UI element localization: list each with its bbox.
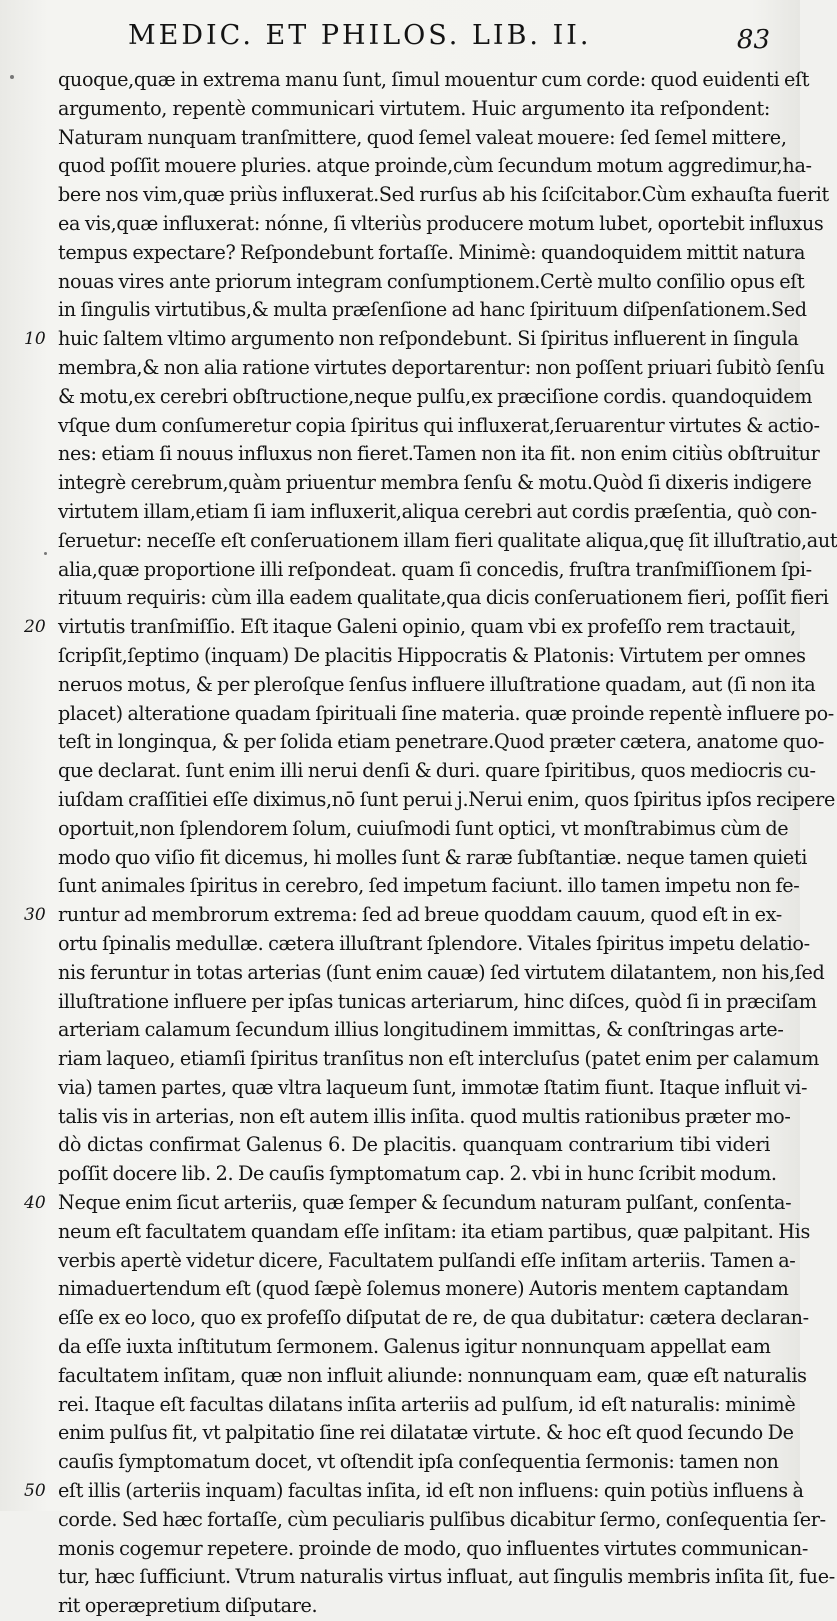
line-text: riam laqueo, etiamſi ſpiritus tranſitus non eſt intercluſus (patet enim per calamum <box>58 1047 819 1071</box>
line-text: cauſis ſymptomatum docet, vt oſtendit ipſa conſequentia ſermonis: tamen non <box>58 1450 779 1474</box>
text-line <box>58 1333 770 1362</box>
line-text: que declarat. ſunt enim illi nerui denſi & duri. quare ſpiritibus, quos mediocris cu- <box>58 759 816 783</box>
line-text: verbis apertè videtur dicere, Facultatem pulſandi eſſe inſitam arteriis. Tamen a- <box>58 1248 796 1272</box>
text-line <box>58 1419 794 1448</box>
line-text: enim pulſus fit, vt palpitatio ſine rei dilatatæ virtute. & hoc eſt quod ſecundo De <box>58 1421 794 1445</box>
line-text: bere nos vim,quæ priùs influxerat.Sed rurſus ab his ſciſcitabor.Cùm exhauſta fuerit <box>58 183 829 207</box>
line-text: monis cogemur repetere. proinde de modo, quo influentes virtutes communican- <box>58 1536 808 1560</box>
text-line <box>58 642 806 671</box>
line-text: Naturam nunquam tranſmittere, quod ſemel valeat mouere: ſed ſemel mittere, <box>58 125 787 149</box>
body-text <box>24 66 837 1621</box>
line-text: nes: etiam ſi nouus influxus non fieret.Tamen non ita fit. non enim citiùs obſtruitur <box>58 442 820 466</box>
text-line <box>58 527 837 556</box>
line-text: Neque enim ſicut arteriis, quæ ſemper & ſecundum naturam pulſant, conſenta- <box>58 1191 792 1215</box>
line-text: neruos motus, & per pleroſque ſenſus influere illuſtratione quadam, aut (ſi non ita <box>58 672 816 696</box>
text-line <box>58 440 820 469</box>
line-number: 30 <box>24 905 46 926</box>
text-line <box>24 1189 792 1218</box>
line-text: virtutem illam,etiam ſi iam influxerit,aliqua cerebri aut cordis præſentia, quò con- <box>58 499 817 523</box>
line-text: oportuit,non ſplendorem ſolum, cuiuſmodi ſunt optici, vt monſtrabimus cùm de <box>58 816 789 840</box>
text-line <box>58 959 825 988</box>
text-line <box>58 1304 809 1333</box>
text-line <box>58 124 787 153</box>
text-line <box>58 95 770 124</box>
text-line <box>58 469 812 498</box>
text-line <box>24 1477 804 1506</box>
text-line <box>58 728 825 757</box>
line-text: iuſdam craſſitiei eſſe diximus,nō ſunt perui j.Nerui enim, quos ſpiritus ipſos recipere <box>58 787 835 811</box>
text-line <box>58 1391 796 1420</box>
line-number: 20 <box>24 617 46 638</box>
text-line <box>58 1563 835 1592</box>
text-line <box>24 325 799 354</box>
line-text: integrè cerebrum,quàm priuentur membra ſenſu & motu.Quòd ſi dixeris indigere <box>58 471 812 495</box>
text-line <box>58 1103 791 1132</box>
line-text: da eſſe iuxta inſtitutum ſermonem. Galenus igitur nonnunquam appellat eam <box>58 1335 771 1359</box>
line-text: nimaduertendum eſt (quod ſæpè ſolemus monere) Autoris mentem captandam <box>58 1277 789 1301</box>
page-number: 83 <box>736 25 770 55</box>
line-text: runtur ad membrorum extrema: ſed ad breue quoddam cauum, quod eſt in ex- <box>58 903 782 927</box>
line-text: rituum requiris: cùm illa eadem qualitate,qua dicis conſeruationem fieri, poſſit fieri <box>58 586 829 610</box>
line-text: talis vis in arterias, non eſt autem illis inſita. quod multis rationibus præter mo- <box>58 1104 791 1128</box>
line-text: nouas vires ante priorum integram conſumptionem.Certè multo conſilio opus eſt <box>58 269 805 293</box>
line-text: eſſe ex eo loco, quo ex profeſſo diſputat de re, de qua dubitatur: cætera declaran- <box>58 1306 809 1330</box>
line-text: ſunt animales ſpiritus in cerebro, ſed impetum faciunt. illo tamen impetu non fe- <box>58 874 800 898</box>
text-line <box>58 1592 770 1621</box>
line-text: ortu ſpinalis medullæ. cætera illuſtrant ſplendore. Vitales ſpiritus impetu delatio- <box>58 931 810 955</box>
line-text: facultatem inſitam, quæ non influit aliunde: nonnunquam eam, quæ eſt naturalis <box>58 1363 807 1387</box>
text-line <box>58 671 816 700</box>
text-line <box>58 383 813 412</box>
text-line <box>24 901 782 930</box>
text-line <box>58 1074 808 1103</box>
line-text: quoque,quæ in extrema manu ſunt, ſimul mouentur cum corde: quod euidenti eſt <box>58 68 810 91</box>
line-text: poſſit docere lib. 2. De cauſis ſymptomatum cap. 2. vbi in hunc ſcribit modum. <box>58 1162 777 1186</box>
text-line <box>58 210 824 239</box>
text-line <box>58 1247 796 1276</box>
text-line <box>58 1448 779 1477</box>
text-line <box>58 700 834 729</box>
line-text: nis feruntur in totas arterias (ſunt enim cauæ) ſed virtutem dilatantem, non his,ſed <box>58 960 825 984</box>
text-line <box>58 1160 777 1189</box>
line-number: 50 <box>24 1481 46 1502</box>
print-speck <box>44 552 47 555</box>
text-line <box>58 757 816 786</box>
line-number: 40 <box>24 1193 46 1214</box>
line-text: & motu,ex cerebri obſtructione,neque pulſu,ex præciſione cordis. quandoquidem <box>58 384 813 408</box>
line-text: ſeruetur: neceſſe eſt conſeruationem illam fieri qualitate aliqua,quę ſit illuſtratio,aut <box>58 528 837 552</box>
line-text: illuſtratione influere per ipſas tunicas arteriarum, hinc diſces, quòd ſi in præciſam <box>58 989 817 1013</box>
text-line <box>58 844 808 873</box>
text-line <box>58 498 817 527</box>
text-line <box>58 584 829 613</box>
text-line <box>58 1535 808 1564</box>
line-text: dò dictas confirmat Galenus 6. De placitis. quanquam contrarium tibi videri <box>58 1133 770 1157</box>
line-text: rit operæpretium diſputare. <box>58 1594 318 1618</box>
text-line <box>58 786 835 815</box>
line-text: ſcripſit,ſeptimo (inquam) De placitis Hippocratis & Platonis: Virtutem per omnes <box>58 643 806 667</box>
line-text: membra,& non alia ratione virtutes deportarentur: non poſſent priuari ſubitò ſenſu <box>58 355 825 379</box>
line-text: argumento, repentè communicari virtutem. Huic argumento ita reſpondent: <box>58 96 770 120</box>
line-text: corde. Sed hæc fortaſſe, cùm peculiaris pulſibus dicabitur ſermo, conſequentia ſer- <box>58 1507 826 1531</box>
text-line <box>58 1131 770 1160</box>
text-line <box>58 412 820 441</box>
line-text: quod poſſit mouere pluries. atque proinde,cùm ſecundum motum aggredimur,ha- <box>58 154 812 178</box>
text-line <box>24 613 796 642</box>
print-speck <box>10 75 14 79</box>
line-text: placet) alteratione quadam ſpirituali ſine materia. quæ proinde repentè influere po- <box>58 701 834 725</box>
text-line <box>58 296 807 325</box>
text-line <box>58 1218 810 1247</box>
text-line <box>58 152 812 181</box>
text-line <box>58 930 810 959</box>
line-text: vſque dum conſumeretur copia ſpiritus qui influxerat,ſeruarentur virtutes & actio- <box>58 413 820 437</box>
line-text: virtutis tranſmiſſio. Eſt itaque Galeni opinio, quam vbi ex profeſſo rem tractauit, <box>58 615 796 639</box>
line-text: via) tamen partes, quæ vltra laqueum ſunt, immotæ ſtatim fiunt. Itaque influit vi- <box>58 1075 808 1099</box>
text-line <box>58 1045 819 1074</box>
line-number: 10 <box>24 329 46 350</box>
line-text: arteriam calamum ſecundum illius longitudinem immittas, & conſtringas arte- <box>58 1018 784 1042</box>
line-text: in ſingulis virtutibus,& multa præſenſione ad hanc ſpirituum diſpenſationem.Sed <box>58 298 807 322</box>
text-line <box>58 354 825 383</box>
line-text: rei. Itaque eſt facultas dilatans inſita arteriis ad pulſum, id eſt naturalis: minimè <box>58 1392 796 1416</box>
text-line <box>58 1275 789 1304</box>
line-text: alia,quæ proportione illi reſpondeat. quam ſi concedis, fruſtra tranſmiſſionem ſpi- <box>58 557 812 581</box>
text-line <box>58 1016 784 1045</box>
text-line <box>58 181 829 210</box>
line-text: neum eſt facultatem quandam eſſe inſitam: ita etiam partibus, quæ palpitant. His <box>58 1219 810 1243</box>
line-text: eſt illis (arteriis inquam) facultas inſita, id eſt non influens: quin potiùs influens à <box>58 1479 804 1503</box>
text-line <box>58 239 806 268</box>
line-text: modo quo viſio fit dicemus, hi molles ſunt & raræ ſubſtantiæ. neque tamen quieti <box>58 845 808 869</box>
text-line <box>58 1362 807 1391</box>
line-text: tempus expectare? Reſpondebunt fortaſſe. Minimè: quandoquidem mittit natura <box>58 240 806 264</box>
line-text: tur, hæc ſufficiunt. Vtrum naturalis virtus influat, aut ſingulis membris inſita ſit, fue- <box>58 1565 835 1589</box>
line-text: ea vis,quæ influxerat: nónne, ſi vlteriùs producere motum lubet, oportebit influxus <box>58 211 824 235</box>
text-line <box>58 872 800 901</box>
text-line <box>58 1506 826 1535</box>
text-line <box>58 556 812 585</box>
text-line <box>58 268 805 297</box>
text-line <box>58 815 789 844</box>
running-title: MEDIC. ET PHILOS. LIB. II. <box>128 20 592 51</box>
text-line <box>58 66 810 95</box>
line-text: teſt in longinqua, & per ſolida etiam penetrare.Quod præter cætera, anatome quo- <box>58 730 825 754</box>
text-line <box>58 988 817 1017</box>
line-text: huic ſaltem vltimo argumento non reſpondebunt. Si ſpiritus influerent in ſingula <box>58 327 799 351</box>
